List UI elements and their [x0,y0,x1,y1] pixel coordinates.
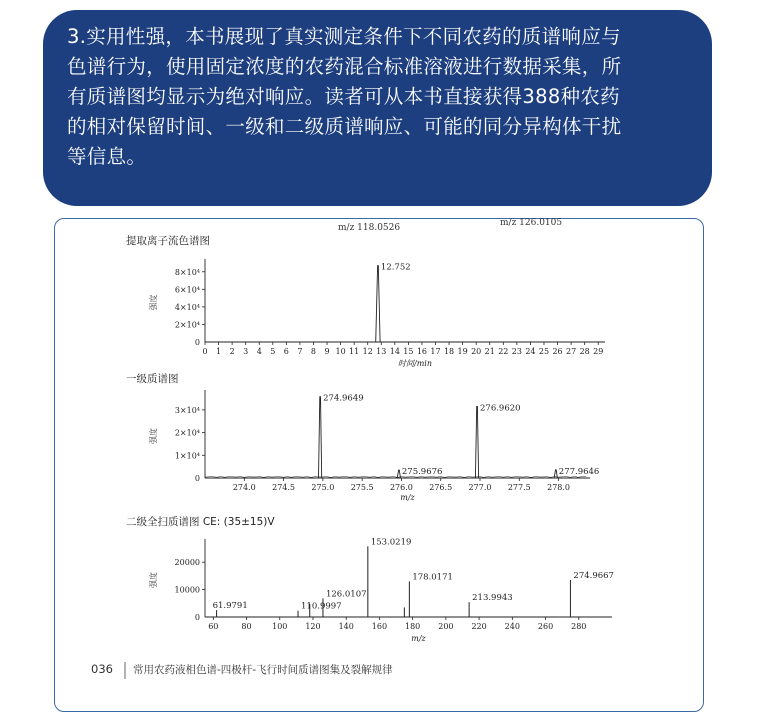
x-tick-label: 21 [484,347,495,356]
x-tick-label: 260 [537,622,554,631]
page-number: 036 [91,662,113,676]
x-tick-label: 18 [443,347,455,356]
x-tick-label: 160 [371,622,388,631]
x-tick-label: 9 [324,347,330,356]
x-tick-label: 4 [256,347,262,356]
x-tick-label: 276.5 [429,483,453,492]
x-axis-label: m/z [411,634,426,643]
y-tick-label: 10000 [174,585,200,595]
x-tick-label: 11 [349,347,360,356]
x-tick-label: 60 [208,622,219,631]
book-title: 常用农药液相色谱-四极杆-飞行时间质谱图集及裂解规律 [133,664,393,676]
x-tick-label: 14 [389,347,400,356]
cropped-mz-label: m/z 126.0105 [500,218,563,228]
y-tick-label: 0 [194,338,200,347]
banner-line: 的相对保留时间、一级和二级质谱响应、可能的同分异构体干扰 [67,115,622,138]
x-tick-label: 23 [511,347,522,356]
x-tick-label: 180 [405,622,421,631]
peak-label: 12.752 [380,262,411,273]
y-tick-label: 2×10⁴ [174,428,200,438]
x-tick-label: 277.5 [507,483,531,492]
x-tick-label: 6 [283,347,289,356]
x-tick-label: 27 [566,347,577,356]
x-axis-label: m/z [400,493,415,502]
x-tick-label: 20 [471,347,482,356]
y-tick-label: 0 [194,474,200,483]
baseline-noise [205,477,586,478]
x-tick-label: 240 [504,622,520,631]
x-tick-label: 13 [376,347,387,356]
banner-line: 有质谱图均显示为绝对响应。读者可从本书直接获得388种农药 [67,85,620,108]
x-tick-label: 2 [229,347,235,356]
x-tick-label: 12 [362,347,373,356]
x-tick-label: 275.5 [350,483,374,492]
banner-line: 色谱行为，使用固定浓度的农药混合标准溶液进行数据采集，所 [67,55,622,78]
x-tick-label: 3 [243,347,249,356]
y-axis-label: 强度 [149,572,158,588]
peak-label: 153.0219 [370,537,412,548]
x-tick-label: 278.0 [547,483,571,492]
peak-label: 277.9646 [558,466,600,477]
peak-label: 110.9997 [301,601,342,612]
x-tick-label: 5 [270,347,276,356]
x-tick-label: 16 [416,347,428,356]
peak-label: 178.0171 [412,572,453,583]
y-tick-label: 2×10⁴ [174,320,200,330]
peak-label: 213.9943 [472,593,513,604]
banner-line: 等信息。 [67,145,147,168]
x-tick-label: 274.0 [232,483,256,492]
x-tick-label: 275.0 [311,483,335,492]
x-tick-label: 15 [403,347,414,356]
x-tick-label: 220 [471,622,487,631]
x-tick-label: 120 [305,622,321,631]
x-tick-label: 19 [457,347,468,356]
y-axis-label: 强度 [149,428,158,444]
cropped-mz-label: m/z 118.0526 [338,223,401,233]
x-tick-label: 280 [571,622,587,631]
y-tick-label: 3×10⁴ [174,405,200,415]
x-tick-label: 140 [338,622,354,631]
chart-title: 二级全扫质谱图 CE: (35±15)V [126,516,275,528]
x-tick-label: 274.5 [272,483,296,492]
spectrum-peak [475,406,478,478]
x-tick-label: 29 [593,347,604,356]
peak-label: 274.9667 [573,571,614,581]
x-tick-label: 277.0 [468,483,492,492]
peak-label: 275.9676 [401,467,443,478]
x-tick-label: 25 [538,347,550,356]
banner-line: 3.实用性强，本书展现了真实测定条件下不同农药的质谱响应与 [67,25,621,48]
x-tick-label: 28 [579,347,590,356]
y-tick-label: 4×10⁴ [174,302,200,312]
x-tick-label: 8 [310,347,317,356]
x-tick-label: 100 [272,622,288,631]
x-tick-label: 0 [202,347,208,356]
y-tick-label: 1×10⁴ [174,451,200,461]
x-tick-label: 7 [297,347,303,356]
x-tick-label: 22 [498,347,509,356]
y-tick-label: 20000 [174,558,200,568]
peak-label: 274.9649 [323,393,364,404]
x-tick-label: 200 [438,622,454,631]
y-tick-label: 0 [194,613,200,622]
peak-label: 61.9791 [212,601,248,612]
chart-title: 提取离子流色谱图 [126,235,210,247]
x-tick-label: 10 [335,347,346,356]
x-tick-label: 80 [241,622,252,631]
y-tick-label: 8×10⁴ [174,267,200,277]
spectrum-peak [376,266,380,342]
x-tick-label: 17 [430,347,441,356]
spectrum-peak [318,397,321,478]
x-tick-label: 26 [552,347,563,356]
peak-label: 126.0107 [325,589,367,600]
x-tick-label: 276.0 [389,483,413,492]
peak-label: 276.9620 [480,403,521,414]
x-axis-label: 时间/min [398,359,432,368]
x-tick-label: 1 [216,347,222,356]
y-tick-label: 6×10⁴ [174,285,200,295]
x-tick-label: 24 [525,347,536,356]
chart-title: 一级质谱图 [126,373,179,385]
y-axis-label: 强度 [149,294,158,311]
